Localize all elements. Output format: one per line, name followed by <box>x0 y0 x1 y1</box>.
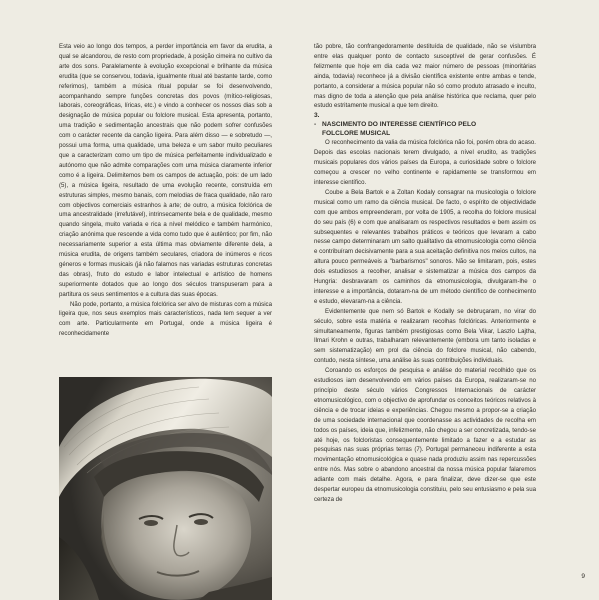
photo-image <box>59 377 272 600</box>
left-text-column <box>59 42 272 339</box>
paragraph: Não pode, portanto, a música folclórica ser alvo de misturas com a música ligeira que, nos seus exemplos mais característicos, nada tem sequer a ver com arte. Particularmente em Portugal, onde a música ligeira é reconhecidamente <box>59 300 272 338</box>
paragraph: Evidentemente que nem só Bartok e Kodally se debruçaram, no virar do século, sobre esta matéria e realizaram recolhas folclóricas. Anteriormente e simultaneamente, figuras também prestigiosas como Bela Vikar, Laszlo Lajtha, Ilmari Krohn e outras, trabalharam relevantemente (embora um tanto isoladas e sem sistematização) em prol da ciência do folclore musical, não cabendo, contudo, nesta síntese, uma análise às suas contribuições individuais. <box>314 307 536 365</box>
paragraph: Esta veio ao longo dos tempos, a perder importância em favor da erudita, a qual se alcandorou, de resto com propriedade, à posição cimeira no cultivo da arte dos sons. Paralelamente à evolução excepcional e brilhante da música erudita (que se conservou, todavia, igualmente ritual até bastante tarde, como referimos), também a música ritual popular se foi desenvolvendo, acompanhando sempre funções concretas dos povos (mítico-religiosas, laborais, coreográficas, líricas, etc.) e vindo a conhecer os nossos dias sob a designação de música popular ou folclore musical. Esta apresenta, portanto, uma tradição e sedimentação ancestrais que não podem sofrer confusões com o carácter recente da canção ligeira. Para além disso — e sobretudo —, possui uma forma, uma qualidade, uma beleza e um sabor muito peculiares que a caracterizam como um tipo de música perfeitamente individualizado e autónomo que não admite comparações com uma música claramente inferior como é a ligeira. Delimitemos bem os campos de actuação, pois: de um lado (5), a música ligeira, resultado de uma evolução recente, construída em estruturas simples, mesmo banais, com melodias de fraca qualidade, não raro com objectivos comerciais estranhos à arte; de outro, a música folclórica de uma ancestralidade (irrefutável), intrinsecamente bela e de qualidade, mesmo quando singela, muito variada e rica a nível melódico e também harmónico, criação anónima que rescende a vida como tudo que é autêntico; por fim, não necessariamente superior a esta última mas obviamente diferente dela, a música erudita, de origens também seculares, criadora de inúmeros e ricos géneros e formas musicais (já não falamos nas variadas estruturas concretas das obras), fruto do estudo e labor intelectual e artístico de homens superiormente dotados que ao longo dos séculos transpuseram para a partitura os seus sentimentos e a cultura das suas épocas. <box>59 43 272 298</box>
section-title-line-1: NASCIMENTO DO INTERESSE CIENTÍFICO PELO <box>322 121 477 129</box>
right-text-column <box>314 42 536 505</box>
paragraph: Coroando os esforços de pesquisa e análise do material recolhido que os estudiosos iam desenvolvendo em vários países da Europa, realizaram-se no princípio deste século vários Congressos Internacionais de carácter etnomusicológico, com o objectivo de aprofundar os conceitos teóricos relativos à ciência e de trocar ideias e experiências. Chegou mesmo a propor-se a criação de uma sociedade internacional que coordenasse as actividades de recolha em todos os países, ideia que, infelizmente, não chegou a ser concretizada, tendo-se até hoje, os folcloristas consequentemente limitado a fazer e a estudar as pesquisas nas suas próprias terras (7). Portugal permaneceu indiferente a esta movimentação etnomusicológica e quase nada produziu assim nas repercussões entre nós. Mas sobre o abandono ancestral da nossa música popular falaremos adiante com mais detalhe. Agora, e para finalizar, deve dizer-se que este despertar europeu da etnomusicologia constituiu, pelo seu entusiasmo e pela sua certeza de <box>314 367 536 503</box>
paragraph: Coube a Bela Bartok e a Zoltan Kodaly consagrar na musicologia o folclore musical como um ramo da ciência musical. De facto, o espírito de objectividade com que ambos empreenderam, por volta de 1905, a recolha do folclore musical do seu país (6) e com que analisaram os respectivos resultados e bem assim os subsequentes e relevantes trabalhos práticos e teóricos que levaram a cabo nesse campo determinaram um salto qualitativo da etnomusicologia como ciência e contribuíram decisivamente para a sua aceitação definitiva nos meios cultos, na altura pouco permeáveis a "barbarismos" sonoros. Não se limitaram, pois, estes dois estudiosos a recolher, analisar e sistematizar a música dos campos da Hungria: desbravaram os caminhos da etnomusicologia, divulgaram-lhe o interesse e a importância, dotaram-na de um método científico de conhecimento e estudo, elevaram-na a ciência. <box>314 188 536 305</box>
page-number: 9 <box>581 573 585 580</box>
section-heading <box>314 111 536 138</box>
paragraph: tão pobre, tão confrangedoramente destituída de qualidade, não se vislumbra entre elas qualquer ponto de contacto susceptível de gerar confusões. É felizmente que hoje em dia cada vez maior número de pessoas (minoritárias ainda, todavia) reconhece já a divisão científica existente entre ambas e tende, portanto, a considerar a música popular não só como produto atrasado e inculto, mas digno de toda a atenção que pela análise histórica que reclama, quer pelo estudo estritamente musical a que tem direito. <box>314 43 536 110</box>
paragraph: O reconhecimento da valia da música folclórica não foi, porém obra do acaso. Depois das escolas nacionais terem divulgado, a nível erudito, as tradições musicais populares dos vários países da Europa, a curiosidade sobre o folclore começou a crescer no velho continente e rapidamente se transformou em interesse científico. <box>314 139 536 186</box>
photo-woman-with-straw-hat <box>59 377 272 600</box>
section-title-line-2: FOLCLORE MUSICAL <box>322 130 391 138</box>
section-number: 3. - <box>314 112 320 129</box>
